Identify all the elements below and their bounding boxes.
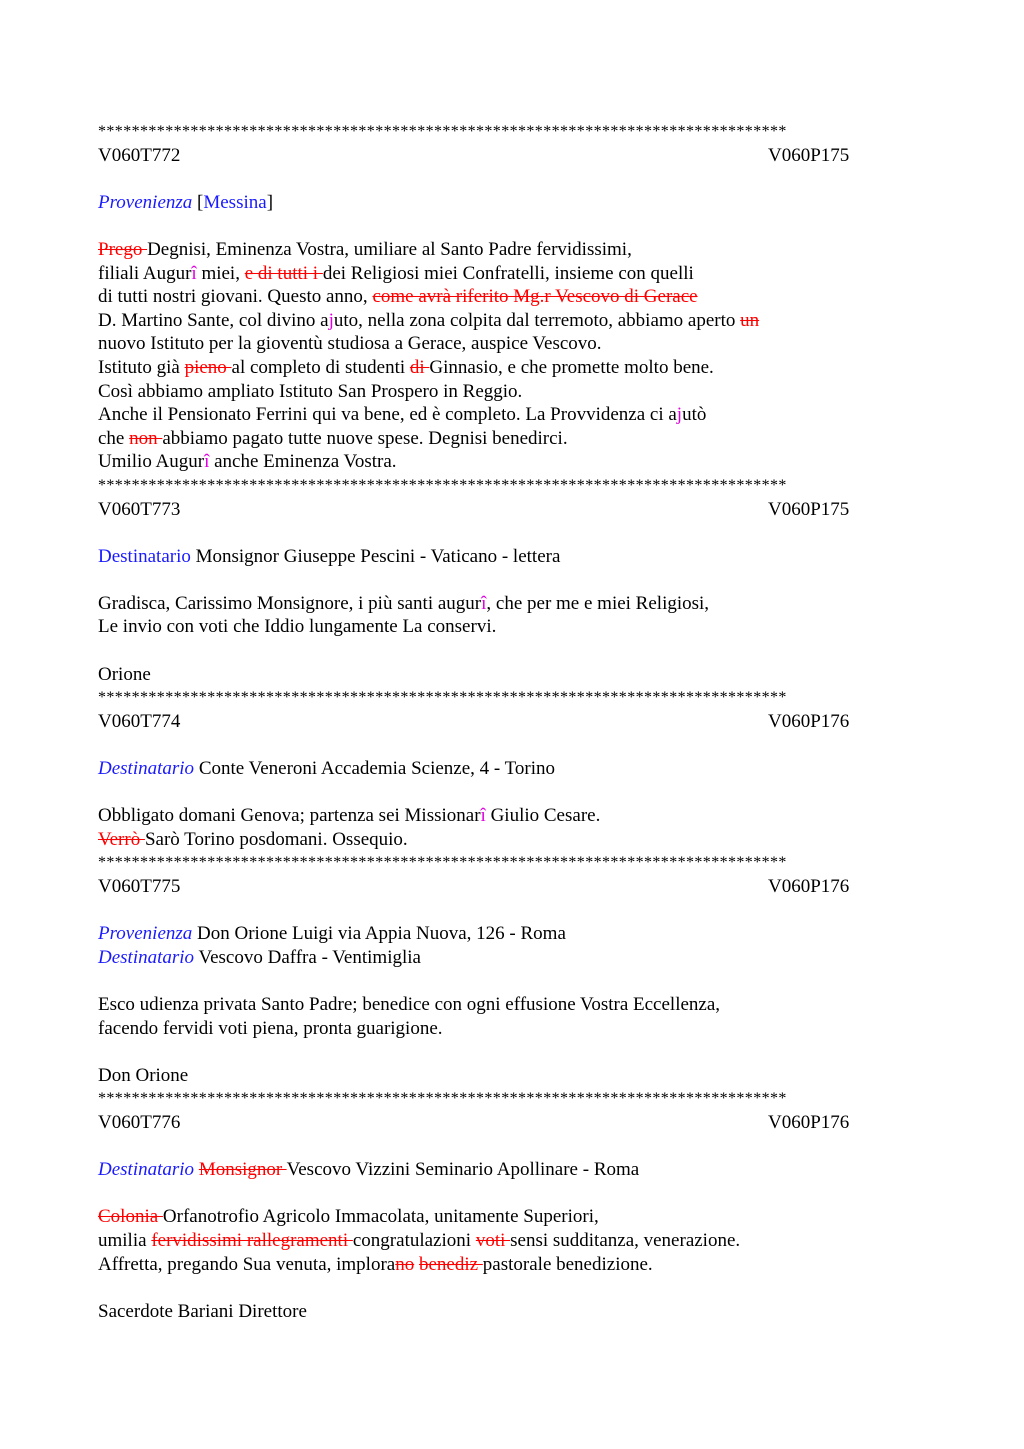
destinatario-value: Monsignor Giuseppe Pescini - Vaticano - lettera xyxy=(190,545,561,567)
text-span: Ginnasio, e che promette molto bene. xyxy=(429,356,714,378)
deleted-text: Colonia xyxy=(98,1206,163,1228)
text-span: di tutti nostri giovani. Questo anno, xyxy=(98,286,373,308)
text-span: filiali Augur xyxy=(98,262,192,284)
provenienza-value: Messina xyxy=(203,191,267,213)
text-line xyxy=(98,427,928,451)
text-span: Esco udienza privata Santo Padre; benedice con ogni effusione Vostra Eccellenza, xyxy=(98,993,721,1015)
provenienza-label: Provenienza xyxy=(98,191,193,213)
text-span: Affretta, pregando Sua venuta, implora xyxy=(98,1253,396,1275)
text-span: Così abbiamo ampliato Istituto San Prospero in Reggio. xyxy=(98,380,523,402)
inserted-text: î xyxy=(481,592,487,614)
separator: ********************************************************************************** xyxy=(98,1090,787,1108)
entry-id: V060T774 xyxy=(98,710,181,732)
text-line xyxy=(98,1017,928,1041)
document-page xyxy=(98,120,928,1323)
entry-header xyxy=(98,498,928,522)
page-ref: V060P176 xyxy=(768,1111,850,1133)
text-span: Istituto già xyxy=(98,356,185,378)
text-span: Orfanotrofio Agricolo Immacolata, unitamente Superiori, xyxy=(162,1206,599,1228)
text-line xyxy=(98,993,928,1017)
text-span: D. Martino Sante, col divino a xyxy=(98,309,329,331)
text-span: anche Eminenza Vostra. xyxy=(209,451,397,473)
text-line xyxy=(98,403,928,427)
provenienza-line xyxy=(98,922,928,946)
text-span: congratulazioni xyxy=(352,1229,476,1251)
text-line xyxy=(98,332,928,356)
separator: ********************************************************************************** xyxy=(98,123,787,140)
deleted-text: di xyxy=(409,356,430,378)
destinatario-value: Vescovo Daffra - Ventimiglia xyxy=(194,946,421,968)
deleted-text: e di tutti i xyxy=(244,262,323,284)
text-span: facendo fervidi voti piena, pronta guarigione. xyxy=(98,1017,443,1039)
entry-id: V060T776 xyxy=(98,1111,181,1133)
text-span: Gradisca, Carissimo Monsignore, i più santi augur xyxy=(98,592,482,614)
entry-header xyxy=(98,1111,928,1135)
inserted-text: î xyxy=(480,805,486,827)
deleted-text: non xyxy=(129,427,163,449)
text-span: uto, nella zona colpita dal terremoto, abbiamo aperto xyxy=(333,309,741,331)
text-span: , che per me e miei Religiosi, xyxy=(486,592,710,614)
page-ref: V060P176 xyxy=(768,710,850,732)
deleted-text: voti xyxy=(475,1229,511,1251)
deleted-text: benediz xyxy=(418,1253,483,1275)
signature: Don Orione xyxy=(98,1064,189,1086)
separator: ********************************************************************************** xyxy=(98,689,787,707)
deleted-text: pieno xyxy=(184,356,232,378)
page-ref: V060P176 xyxy=(768,876,850,897)
text-span: Degnisi, Eminenza Vostra, umiliare al Santo Padre fervidissimi, xyxy=(147,238,632,260)
inserted-text: j xyxy=(328,309,334,331)
text-line xyxy=(98,309,928,333)
deleted-text: Prego xyxy=(98,238,148,260)
destinatario-value: Conte Veneroni Accademia Scienze, 4 - Torino xyxy=(194,758,556,780)
deleted-text: no xyxy=(395,1253,415,1275)
destinatario-label: Destinatario xyxy=(98,946,195,968)
separator: ********************************************************************************** xyxy=(98,854,787,872)
entry-id: V060T773 xyxy=(98,498,181,520)
destinatario-label: Destinatario xyxy=(98,758,195,780)
text-line xyxy=(98,592,928,616)
deleted-text: un xyxy=(740,309,760,331)
text-line xyxy=(98,804,928,828)
bracket-open: [ xyxy=(197,191,204,213)
text-line xyxy=(98,615,928,639)
deleted-text: fervidissimi rallegramenti xyxy=(151,1229,353,1251)
destinatario-label: Destinatario xyxy=(98,1159,195,1181)
text-span: nuovo Istituto per la gioventù studiosa a Gerace, auspice Vescovo. xyxy=(98,333,602,355)
provenienza-label: Provenienza xyxy=(98,923,193,945)
provenienza-value: Don Orione Luigi via Appia Nuova, 126 - Roma xyxy=(192,923,566,945)
text-line xyxy=(98,828,928,852)
text-line xyxy=(98,1253,928,1277)
text-span: Sarò Torino posdomani. Ossequio. xyxy=(144,828,408,850)
inserted-text: j xyxy=(676,404,683,426)
text-span: utò xyxy=(682,404,707,426)
entry-id: V060T775 xyxy=(98,876,181,897)
text-line xyxy=(98,356,928,380)
text-line xyxy=(98,285,928,309)
signature: Orione xyxy=(98,663,151,685)
text-span: miei, xyxy=(196,262,245,284)
separator: ********************************************************************************** xyxy=(98,476,787,494)
inserted-text: î xyxy=(204,451,210,473)
text-span: Umilio Augur xyxy=(98,451,205,473)
text-span: Giulio Cesare. xyxy=(485,805,601,827)
text-span: sensi sudditanza, venerazione. xyxy=(510,1229,741,1251)
text-line xyxy=(98,1205,928,1229)
provenienza-line xyxy=(98,191,928,215)
text-span: al completo di studenti xyxy=(231,356,410,378)
page-ref: V060P175 xyxy=(768,498,850,520)
deleted-text: Monsignor xyxy=(198,1159,287,1181)
entry-header xyxy=(98,710,928,734)
destinatario-label: Destinatario xyxy=(98,545,191,567)
destinatario-line xyxy=(98,757,928,781)
deleted-text: come avrà riferito Mg.r Vescovo di Gerace xyxy=(372,286,698,308)
inserted-text: î xyxy=(191,262,197,284)
text-span: Anche il Pensionato Ferrini qui va bene, ed è completo. La Provvidenza ci a xyxy=(98,404,677,426)
text-line xyxy=(98,450,928,474)
signature: Sacerdote Bariani Direttore xyxy=(98,1300,307,1322)
destinatario-line xyxy=(98,1158,928,1182)
text-span: Le invio con voti che Iddio lungamente La conservi. xyxy=(98,616,497,638)
entry-header xyxy=(98,144,928,168)
destinatario-value: Vescovo Vizzini Seminario Apollinare - Roma xyxy=(286,1159,640,1181)
entry-header xyxy=(98,875,928,899)
text-line xyxy=(98,1229,928,1253)
text-line xyxy=(98,380,928,404)
destinatario-line xyxy=(98,545,928,569)
page-ref: V060P175 xyxy=(768,144,850,166)
text-span: abbiamo pagato tutte nuove spese. Degnisi benedirci. xyxy=(162,427,568,449)
bracket-close: ] xyxy=(266,191,274,213)
text-line xyxy=(98,262,928,286)
text-span: che xyxy=(98,427,130,449)
text-span: Obbligato domani Genova; partenza sei Missionar xyxy=(98,805,481,827)
deleted-text: Verrò xyxy=(98,828,145,850)
text-span: umilia xyxy=(98,1229,152,1251)
text-span: dei Religiosi miei Confratelli, insieme con quelli xyxy=(322,262,694,284)
destinatario-line xyxy=(98,946,928,970)
text-line xyxy=(98,238,928,262)
text-span: pastorale benedizione. xyxy=(482,1253,653,1275)
entry-id: V060T772 xyxy=(98,144,181,166)
